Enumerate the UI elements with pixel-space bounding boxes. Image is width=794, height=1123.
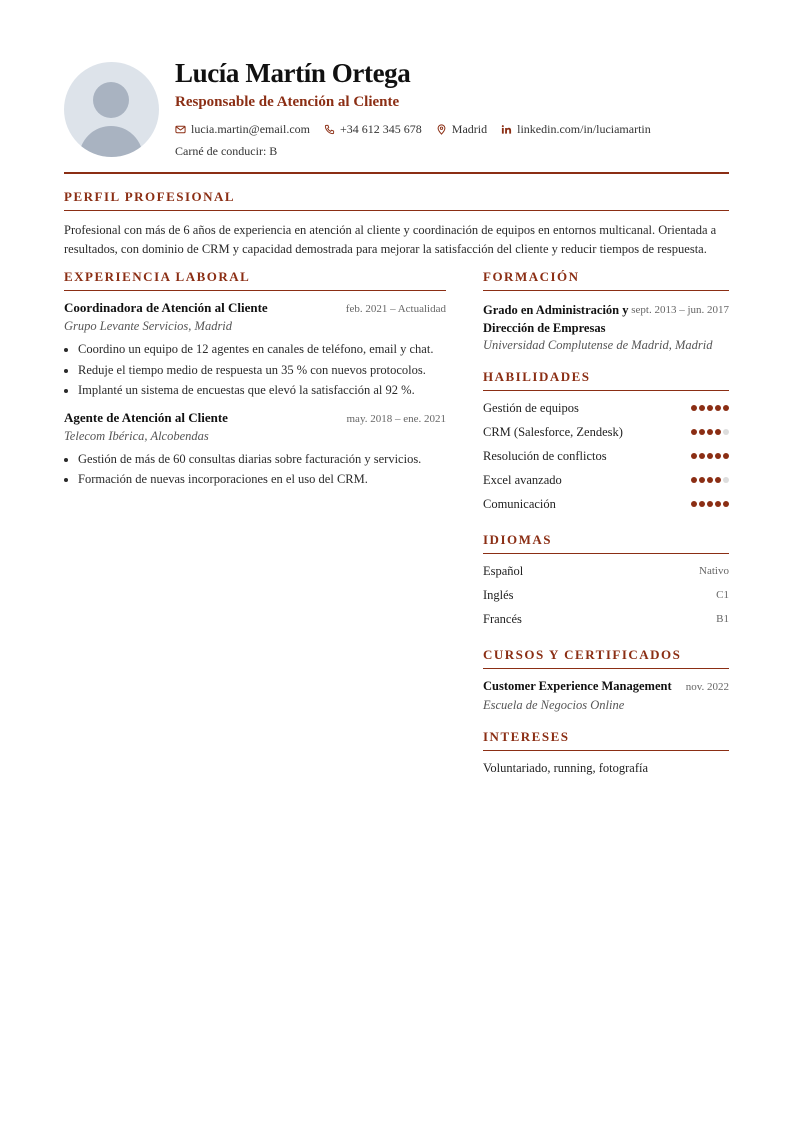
left-column: [64, 269, 446, 490]
rating-dot-filled: [699, 477, 705, 483]
location-pin-icon: [436, 124, 447, 135]
rating-dot-filled: [715, 477, 721, 483]
experience-heading: EXPERIENCIA LABORAL: [64, 269, 251, 284]
language-name: Inglés: [483, 587, 514, 602]
contact-email[interactable]: [175, 122, 310, 137]
language-level: Nativo: [699, 565, 729, 577]
phone-icon: [324, 124, 335, 135]
rating-dot-filled: [691, 501, 697, 507]
section-divider: [483, 553, 729, 554]
languages-list: [483, 559, 729, 631]
skills-section: [483, 369, 729, 516]
contact-email-text: lucia.martin@email.com: [191, 122, 311, 136]
degree-date: sept. 2013 – jun. 2017: [631, 304, 729, 316]
job-title: Coordinadora de Atención al Cliente: [64, 300, 268, 315]
job-bullet: • Gestión de más de 60 consultas diarias sobre facturación y servicios.: [78, 449, 446, 470]
rating-dot-filled: [707, 453, 713, 459]
job-bullets: [64, 339, 446, 401]
rating-dot-filled: [723, 453, 729, 459]
contact-phone-text: +34 612 345 678: [340, 122, 422, 136]
job-bullet: • Reduje el tiempo medio de respuesta un 35 % con nuevos protocolos.: [78, 360, 446, 381]
rating-dot-empty: [723, 477, 729, 483]
contact-row: [175, 122, 665, 137]
interests-section: [483, 729, 729, 776]
job-bullet: • Formación de nuevas incorporaciones en el uso del CRM.: [78, 469, 446, 490]
avatar-head: [93, 82, 129, 118]
rating-dot-filled: [699, 429, 705, 435]
language-row: [483, 559, 729, 583]
candidate-role: Responsable de Atención al Cliente: [175, 94, 400, 110]
contact-city: [436, 122, 487, 137]
interests-heading: INTERESES: [483, 729, 570, 744]
job-bullet: • Implanté un sistema de encuestas que elevó la satisfacción al 92 %.: [78, 380, 446, 401]
language-name: Español: [483, 563, 524, 578]
rating-dot-filled: [715, 453, 721, 459]
contact-city-text: Madrid: [451, 122, 488, 136]
job-company: Grupo Levante Servicios, Madrid: [64, 319, 233, 333]
courses-section: [483, 647, 729, 713]
job-bullet: • Coordino un equipo de 12 agentes en canales de teléfono, email y chat.: [78, 339, 446, 360]
course-title: Customer Experience Management: [483, 679, 672, 693]
degree-school: Universidad Complutense de Madrid, Madrid: [483, 338, 713, 352]
education-section: [483, 269, 729, 353]
languages-heading: IDIOMAS: [483, 532, 553, 547]
rating-dot-filled: [715, 429, 721, 435]
profile-heading: PERFIL PROFESIONAL: [64, 189, 236, 204]
skill-name: Gestión de equipos: [483, 400, 579, 415]
courses-heading: CURSOS Y CERTIFICADOS: [483, 647, 682, 662]
skill-rating: [689, 405, 729, 411]
language-row: [483, 583, 729, 607]
education-heading: FORMACIÓN: [483, 269, 580, 284]
rating-dot-filled: [699, 501, 705, 507]
job-date: feb. 2021 – Actualidad: [345, 303, 446, 315]
contact-linkedin[interactable]: [501, 122, 651, 137]
header-divider: [64, 172, 729, 174]
language-level: B1: [716, 613, 729, 625]
section-divider: [483, 390, 729, 391]
languages-section: [483, 532, 729, 631]
job-entry: [64, 300, 446, 401]
interests-text: Voluntariado, running, fotografía: [483, 761, 649, 775]
job-title: Agente de Atención al Cliente: [64, 409, 228, 425]
resume-header: [64, 58, 729, 174]
rating-dot-empty: [723, 429, 729, 435]
language-level: C1: [716, 589, 729, 601]
envelope-icon: [175, 124, 186, 135]
avatar-body: [79, 126, 143, 157]
rating-dot-filled: [691, 429, 697, 435]
job-company: Telecom Ibérica, Alcobendas: [64, 428, 209, 443]
job-date: may. 2018 – ene. 2021: [346, 412, 446, 425]
section-divider: [64, 210, 729, 211]
rating-dot-filled: [707, 429, 713, 435]
candidate-name: Lucía Martín Ortega: [175, 58, 411, 88]
language-name: Francés: [483, 611, 522, 626]
contact-phone[interactable]: [324, 122, 422, 137]
skills-list: [483, 396, 729, 516]
rating-dot-filled: [691, 453, 697, 459]
skill-row: [483, 396, 729, 420]
job-entry: [64, 410, 446, 490]
section-divider: [483, 290, 729, 291]
right-column: [483, 269, 729, 776]
rating-dot-filled: [707, 501, 713, 507]
degree-title: Grado en Administración y Dirección de Empresas: [483, 303, 629, 335]
skill-name: Comunicación: [483, 496, 556, 511]
skill-row: [483, 492, 729, 516]
rating-dot-filled: [691, 405, 697, 411]
skill-rating: [689, 453, 729, 459]
skill-row: [483, 420, 729, 444]
rating-dot-filled: [699, 453, 705, 459]
skill-rating: [689, 501, 729, 507]
profile-section: [64, 189, 729, 259]
rating-dot-filled: [699, 405, 705, 411]
rating-dot-filled: [715, 501, 721, 507]
section-divider: [483, 668, 729, 669]
section-divider: [483, 750, 729, 751]
rating-dot-filled: [723, 405, 729, 411]
rating-dot-filled: [715, 405, 721, 411]
profile-text: Profesional con más de 6 años de experiencia en atención al cliente y coordinación de equipos en entornos multicanal. Orientada a resultados, con dominio de CRM y capacidad demostrada para mejorar la satisfacción del cliente y reducir tiempos de respuesta.: [64, 223, 717, 256]
avatar: [64, 62, 159, 157]
course-school: Escuela de Negocios Online: [483, 698, 625, 712]
job-bullets: [64, 449, 446, 490]
linkedin-icon: [501, 124, 512, 135]
rating-dot-filled: [723, 501, 729, 507]
rating-dot-filled: [691, 477, 697, 483]
section-divider: [64, 290, 446, 291]
skill-row: [483, 468, 729, 492]
language-row: [483, 607, 729, 631]
skill-name: Resolución de conflictos: [483, 448, 607, 463]
skill-name: Excel avanzado: [483, 472, 562, 487]
rating-dot-filled: [707, 405, 713, 411]
skills-heading: HABILIDADES: [483, 369, 591, 384]
skill-row: [483, 444, 729, 468]
driving-license: Carné de conducir: B: [175, 144, 278, 158]
skill-name: CRM (Salesforce, Zendesk): [483, 424, 623, 439]
skill-rating: [689, 429, 729, 435]
skill-rating: [689, 477, 729, 483]
course-date: nov. 2022: [685, 681, 729, 693]
rating-dot-filled: [707, 477, 713, 483]
contact-linkedin-text: linkedin.com/in/luciamartin: [517, 122, 651, 136]
